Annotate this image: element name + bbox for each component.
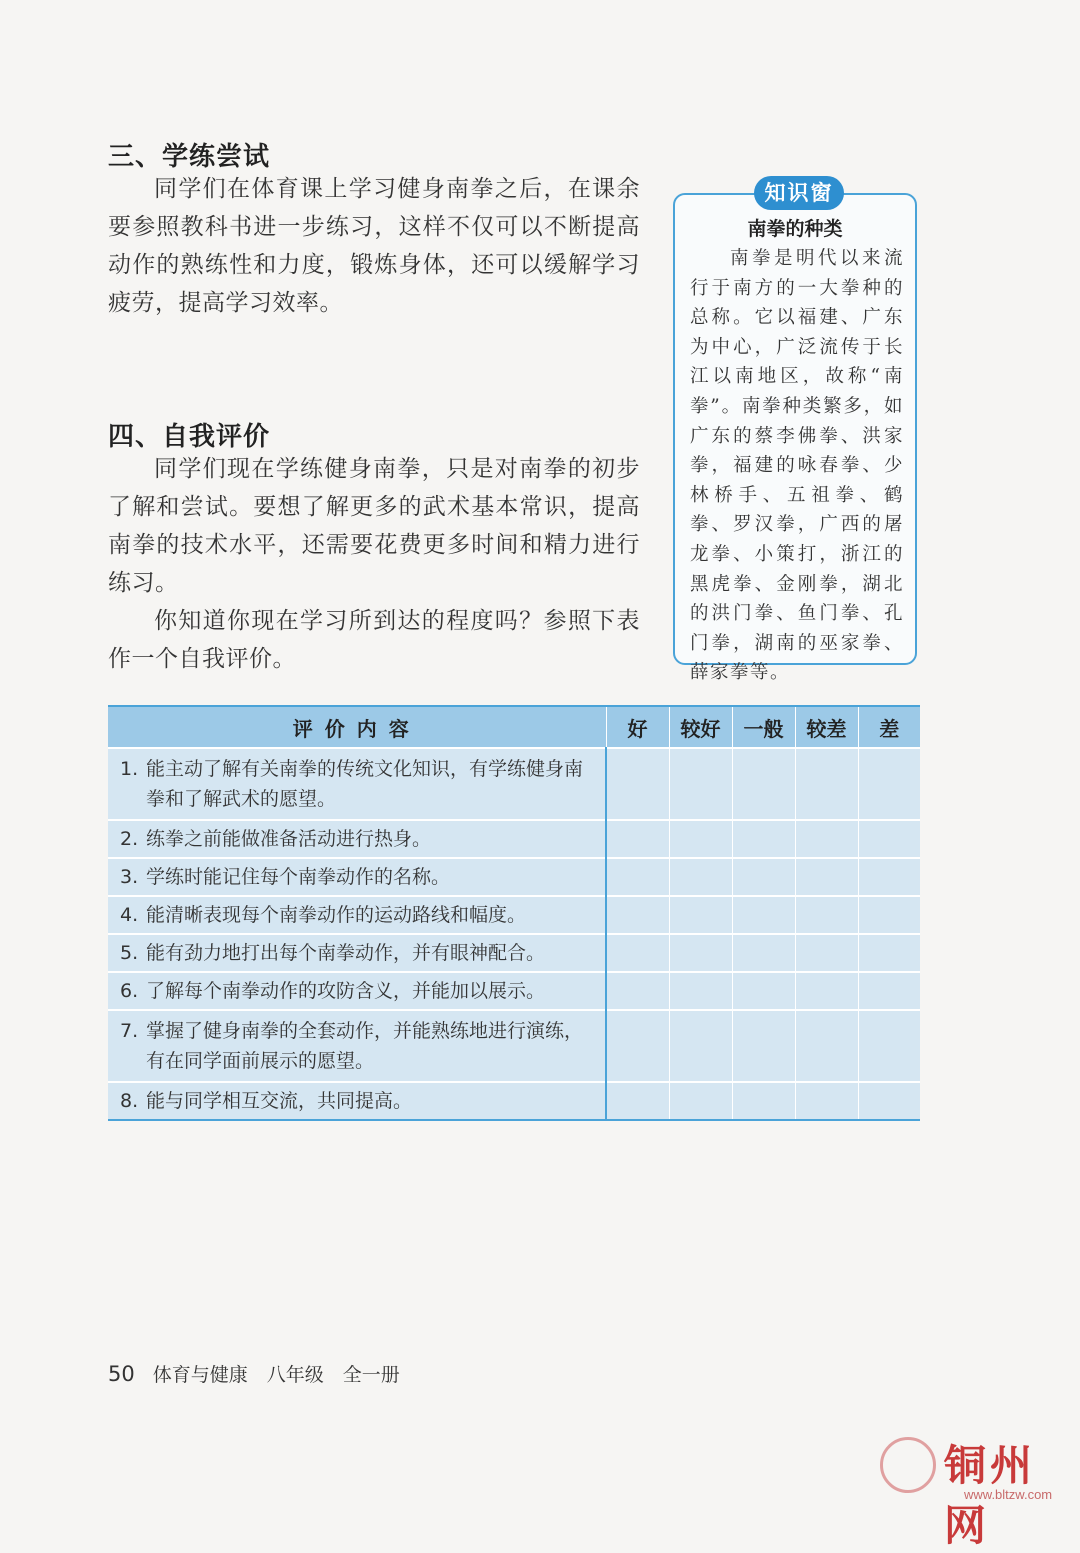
row-text: 能清晰表现每个南拳动作的运动路线和幅度。 <box>146 904 527 926</box>
row-number: 3. <box>120 866 139 888</box>
grade-cell[interactable] <box>732 896 795 934</box>
table-row <box>108 1082 920 1120</box>
row-text: 能主动了解有关南拳的传统文化知识，有学练健身南拳和了解武术的愿望。 <box>146 758 584 810</box>
grade-cell[interactable] <box>858 858 920 896</box>
table-row <box>108 858 920 896</box>
row-content <box>108 858 606 896</box>
grade-cell[interactable] <box>858 1010 920 1082</box>
header-fairly-good: 较好 <box>669 706 732 748</box>
knowledge-title: 南拳的种类 <box>747 218 843 240</box>
row-text: 学练时能记住每个南拳动作的名称。 <box>146 866 451 888</box>
grade-cell[interactable] <box>669 820 732 858</box>
grade-cell[interactable] <box>606 748 669 820</box>
grade-cell[interactable] <box>732 1010 795 1082</box>
grade-cell[interactable] <box>795 972 858 1010</box>
grade-cell[interactable] <box>669 896 732 934</box>
row-content <box>108 896 606 934</box>
grade-cell[interactable] <box>606 1010 669 1082</box>
table-row <box>108 896 920 934</box>
table-row <box>108 1010 920 1082</box>
table-header-row <box>108 706 920 748</box>
row-text: 掌握了健身南拳的全套动作，并能熟练地进行演练，有在同学面前展示的愿望。 <box>146 1020 584 1072</box>
grade-cell[interactable] <box>795 748 858 820</box>
row-number: 1. <box>120 758 139 780</box>
grade-cell[interactable] <box>858 896 920 934</box>
watermark-logo-icon <box>880 1437 936 1493</box>
grade-cell[interactable] <box>795 1010 858 1082</box>
watermark-url: www.bltzw.com <box>964 1487 1053 1502</box>
grade-cell[interactable] <box>858 748 920 820</box>
row-number: 7. <box>120 1020 139 1042</box>
page-number: 50 <box>108 1362 135 1386</box>
evaluation-table <box>108 705 920 1121</box>
grade-cell[interactable] <box>606 1082 669 1120</box>
grade-cell[interactable] <box>858 820 920 858</box>
grade-cell[interactable] <box>795 896 858 934</box>
row-text: 了解每个南拳动作的攻防含义，并能加以展示。 <box>146 980 546 1002</box>
row-content <box>108 1082 606 1120</box>
grade-cell[interactable] <box>606 820 669 858</box>
row-number: 8. <box>120 1090 139 1112</box>
grade-cell[interactable] <box>795 858 858 896</box>
grade-cell[interactable] <box>669 748 732 820</box>
grade-cell[interactable] <box>732 820 795 858</box>
site-watermark <box>880 1435 1080 1550</box>
section3-paragraph: 同学们在体育课上学习健身南拳之后，在课余要参照教科书进一步练习，这样不仅可以不断提高动作的熟练性和力度，锻炼身体，还可以缓解学习疲劳，提高学习效率。 <box>108 176 640 316</box>
section4-paragraph-1: 同学们现在学练健身南拳，只是对南拳的初步了解和尝试。要想了解更多的武术基本常识，提高南拳的技术水平，还需要花费更多时间和精力进行练习。 <box>108 456 640 596</box>
watermark-text: 铜州网 <box>944 1441 1037 1550</box>
grade-cell[interactable] <box>858 1082 920 1120</box>
section3-heading: 三、学练尝试 <box>108 142 271 172</box>
grade-cell[interactable] <box>858 972 920 1010</box>
table-row <box>108 748 920 820</box>
grade-cell[interactable] <box>732 934 795 972</box>
grade-cell[interactable] <box>732 1082 795 1120</box>
row-number: 2. <box>120 828 139 850</box>
header-poor: 差 <box>858 706 920 748</box>
grade-cell[interactable] <box>732 748 795 820</box>
table-row <box>108 972 920 1010</box>
grade-cell[interactable] <box>669 858 732 896</box>
page-footer <box>108 1360 400 1387</box>
grade-cell[interactable] <box>795 820 858 858</box>
row-text: 练拳之前能做准备活动进行热身。 <box>146 828 432 850</box>
table-row <box>108 820 920 858</box>
row-content <box>108 820 606 858</box>
grade-cell[interactable] <box>606 934 669 972</box>
grade-cell[interactable] <box>606 858 669 896</box>
knowledge-badge: 知识窗 <box>754 176 844 210</box>
section4-heading: 四、自我评价 <box>108 422 271 452</box>
table-row <box>108 934 920 972</box>
grade-cell[interactable] <box>795 1082 858 1120</box>
header-good: 好 <box>606 706 669 748</box>
row-content <box>108 1010 606 1082</box>
grade-cell[interactable] <box>669 934 732 972</box>
grade-cell[interactable] <box>669 972 732 1010</box>
header-content: 评价内容 <box>108 706 606 748</box>
row-number: 6. <box>120 980 139 1002</box>
grade-cell[interactable] <box>732 972 795 1010</box>
grade-cell[interactable] <box>732 858 795 896</box>
knowledge-body: 南拳是明代以来流行于南方的一大拳种的总称。它以福建、广东为中心，广泛流传于长江以南地区，故称“南拳”。南拳种类繁多，如广东的蔡李佛拳、洪家拳，福建的咏春拳、少林桥手、五祖拳、鹤拳、罗汉拳，广西的屠龙拳、小策打，浙江的黑虎拳、金刚拳，湖北的洪门拳、鱼门拳、孔门拳，湖南的巫家拳、薛家拳等。 <box>690 248 904 684</box>
grade-cell[interactable] <box>606 972 669 1010</box>
row-text: 能有劲力地打出每个南拳动作，并有眼神配合。 <box>146 942 546 964</box>
grade-cell[interactable] <box>795 934 858 972</box>
section4-paragraph-2: 你知道你现在学习所到达的程度吗？参照下表作一个自我评价。 <box>108 608 640 672</box>
row-text: 能与同学相互交流，共同提高。 <box>146 1090 413 1112</box>
row-content <box>108 972 606 1010</box>
row-content <box>108 748 606 820</box>
row-content <box>108 934 606 972</box>
header-average: 一般 <box>732 706 795 748</box>
book-title: 体育与健康 八年级 全一册 <box>152 1364 400 1386</box>
row-number: 5. <box>120 942 139 964</box>
grade-cell[interactable] <box>606 896 669 934</box>
grade-cell[interactable] <box>669 1082 732 1120</box>
grade-cell[interactable] <box>669 1010 732 1082</box>
header-fairly-poor: 较差 <box>795 706 858 748</box>
row-number: 4. <box>120 904 139 926</box>
grade-cell[interactable] <box>858 934 920 972</box>
